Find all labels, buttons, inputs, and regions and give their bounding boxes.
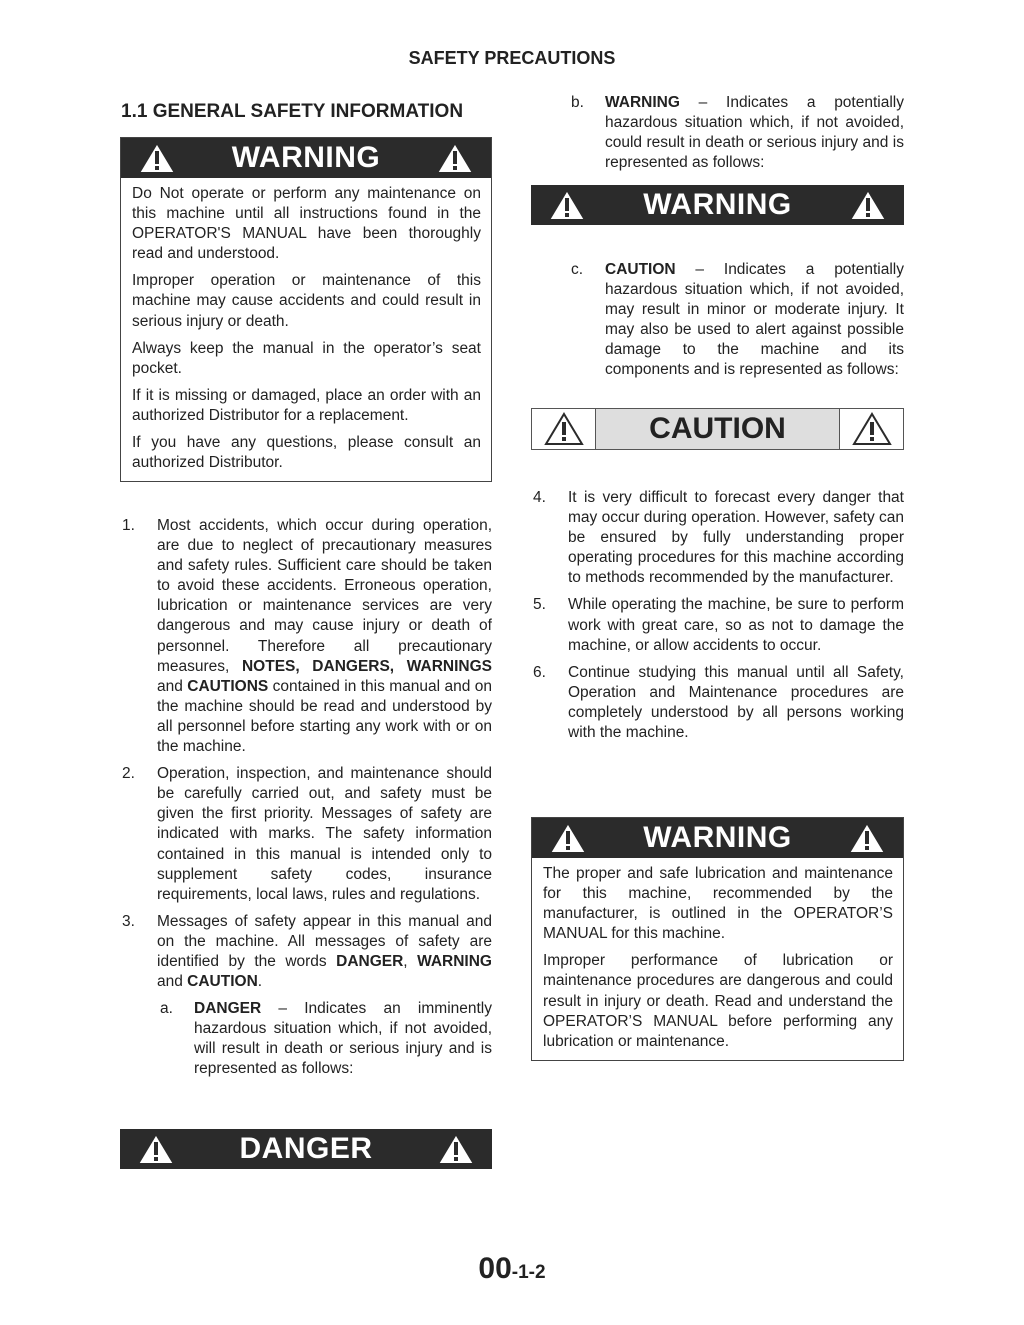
warning-paragraph: Improper performance of lubrication or maintenance procedures are dangerous and could result in injury or death. Read and understand the OPERATOR’S MANUAL before performing any lubrication or maintenance. — [543, 952, 893, 1050]
text-run: Messages of safety appear in this manual and on the machine. All messages of safety are identified by the words — [157, 912, 492, 970]
warning-triangle-icon — [848, 188, 888, 222]
warning-box-lubrication — [531, 817, 904, 1061]
warning-paragraph: Always keep the manual in the operator’s seat pocket. — [132, 339, 481, 377]
sub-letter: a. — [160, 1000, 173, 1018]
list-number: 2. — [122, 765, 135, 783]
warning-label: WARNING — [643, 821, 792, 854]
list-item-5 — [531, 595, 904, 655]
bold-run: CAUTIONS — [187, 677, 269, 695]
text-run: and — [157, 973, 188, 991]
sub-item-b — [531, 93, 904, 173]
sub-item-c — [531, 260, 904, 381]
caution-banner — [531, 408, 904, 450]
danger-banner — [120, 1129, 492, 1169]
list-number: 1. — [122, 517, 135, 534]
warning-triangle-icon — [436, 1132, 476, 1166]
text-run: Most accidents, which occur during operation, are due to neglect of precautionary measures and safety rules. Sufficient care should be taken to avoid these accidents. Erroneous operation, lubrication or maintenance services are very dangerous and may cause injury or death of personnel. Therefore all precautionary measures, — [157, 517, 492, 675]
page-number — [0, 1252, 1024, 1286]
text-run: contained in this manual and on the machine should be read and understood by all personnel before starting any work with or on the machine. — [157, 677, 493, 756]
bold-run: DANGER — [336, 952, 404, 970]
page-number-section: 00 — [478, 1252, 512, 1285]
section-title: 1.1 GENERAL SAFETY INFORMATION — [121, 101, 464, 122]
list-number: 3. — [122, 912, 135, 930]
list-item-4 — [531, 488, 904, 588]
warning-triangle-icon — [136, 1132, 176, 1166]
warning-label: WARNING — [643, 188, 792, 221]
list-number: 6. — [533, 663, 546, 681]
list-item-3 — [120, 912, 492, 992]
list-text: It is very difficult to forecast every danger that may occur during operation. However, safety can be ensured by fully understanding proper operating procedures for this machine according to methods recommended by the manufacturer. — [568, 489, 905, 587]
warning-triangle-icon — [852, 412, 892, 446]
list-text: Continue studying this manual until all Safety, Operation and Maintenance procedures are completely understood by all persons working with the machine. — [568, 663, 904, 742]
warning-triangle-icon — [547, 188, 587, 222]
sub-letter: b. — [571, 94, 584, 111]
warning-triangle-icon — [548, 821, 588, 855]
text-run: . — [257, 973, 263, 991]
list-number: 4. — [533, 489, 546, 506]
warning-paragraph: Improper operation or maintenance of this machine may cause accidents and could result in serious injury or death. — [132, 272, 481, 330]
warning-triangle-icon — [847, 821, 887, 855]
bold-run: WARNING — [417, 952, 492, 970]
list-item-6 — [531, 663, 904, 743]
warning-triangle-icon — [137, 141, 177, 175]
list-text: While operating the machine, be sure to perform work with great care, so as not to damage the machine, or allow accidents to occur. — [568, 596, 904, 654]
caution-label: CAUTION — [649, 412, 786, 445]
text-run: – Indicates an imminently hazardous situation which, if not avoided, will result in death or serious injury and is represented as follows: — [194, 1000, 492, 1078]
bold-run: NOTES, DANGERS, WARNINGS — [241, 657, 492, 675]
warning-paragraph: The proper and safe lubrication and maintenance for this machine, recommended by the manufacturer, is outlined in the OPERATOR’S MANUAL for this machine. — [543, 865, 893, 943]
text-run: – Indicates a potentially hazardous situation which, if not avoided, may result in minor or moderate injury. It may also be used to alert against possible damage to the machine and its components and is represented as follows: — [605, 261, 904, 379]
warning-banner — [532, 818, 903, 858]
bold-run: DANGER — [194, 1000, 262, 1018]
page-header: SAFETY PRECAUTIONS — [408, 48, 616, 68]
bold-run: CAUTION — [187, 973, 258, 991]
list-text: Operation, inspection, and maintenance should be carefully carried out, and safety must be given the first priority. Messages of safety are indicated with marks. The safety information contained in this manual is intended only to supplement safety codes, insurance requirements, local laws, rules and regulations. — [157, 765, 492, 903]
warning-banner — [121, 138, 491, 178]
warning-paragraph: If you have any questions, please consult an authorized Distributor. — [132, 434, 481, 472]
text-run: and — [157, 677, 188, 695]
text-run: – Indicates a potentially hazardous situation which, if not avoided, could result in death or serious injury and is represented as follows: — [605, 94, 904, 172]
page-number-sub: -1-2 — [511, 1262, 546, 1283]
warning-triangle-icon — [544, 412, 584, 446]
sub-letter: c. — [571, 261, 584, 278]
list-number: 5. — [533, 596, 546, 614]
bold-run: CAUTION — [605, 261, 676, 278]
warning-banner — [531, 185, 904, 225]
warning-label: WARNING — [231, 141, 381, 174]
list-item-1 — [120, 516, 492, 757]
text-run: , — [403, 952, 418, 970]
warning-paragraph: Do Not operate or perform any maintenance on this machine until all instructions found in the OPERATOR'S MANUAL have been thoroughly read and understood. — [132, 185, 481, 263]
warning-paragraph: If it is missing or damaged, place an order with an authorized Distributor for a replacement. — [132, 386, 481, 424]
bold-run: WARNING — [605, 94, 680, 111]
list-item-2 — [120, 764, 492, 905]
danger-label: DANGER — [239, 1132, 373, 1165]
warning-box-general — [120, 137, 492, 482]
warning-triangle-icon — [435, 141, 475, 175]
sub-item-a — [120, 999, 492, 1079]
